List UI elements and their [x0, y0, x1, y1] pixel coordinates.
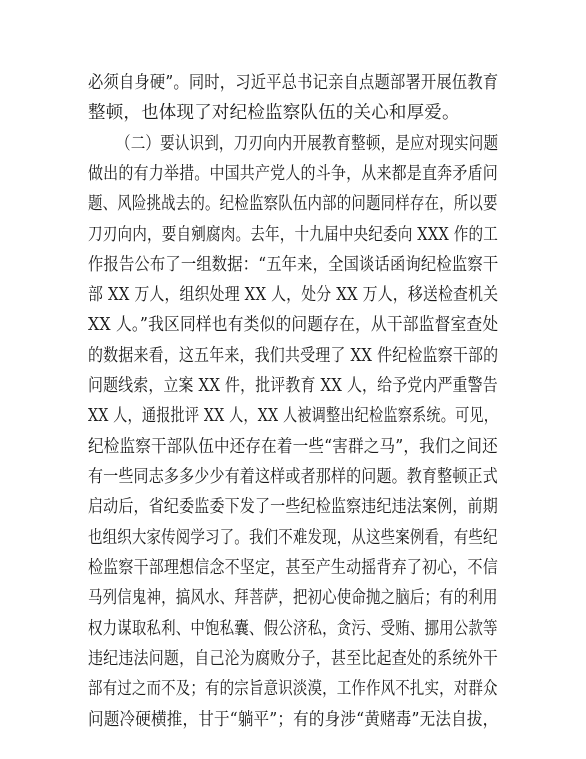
text-line: 做出的有力举措。中国共产党人的斗争，从来都是直奔矛盾问: [88, 164, 498, 184]
text-line: 必须自身硬”。同时，习近平总书记亲自点题部署开展伍教育: [88, 73, 499, 93]
text-line: 的数据来看，这五年来，我们共受理了 XX 件纪检监察干部的: [88, 346, 499, 366]
text-line: 问题冷硬横推，甘于“躺平”；有的身涉“黄赌毒”无法自拔，: [88, 710, 499, 730]
text-line: 有一些同志多多少少有着这样或者那样的问题。教育整顿正式: [88, 467, 498, 487]
text-line: 纪检监察干部队伍中还存在着一些“害群之马”，我们之间还: [88, 437, 498, 457]
text-line: XX 人，通报批评 XX 人，XX 人被调整出纪检监察系统。可见，: [88, 406, 499, 426]
text-line: 刀刃向内，要自剜腐肉。去年，十九届中央纪委向 XXX 作的工: [88, 225, 498, 245]
text-line: 作报告公布了一组数据：“五年来，全国谈话函询纪检监察干: [88, 255, 499, 275]
text-line: 题、风险挑战去的。纪检监察队伍内部的问题同样存在，所以要: [88, 194, 498, 214]
text-line: 马列信鬼神，搞风水、拜菩萨，把初心使命抛之脑后；有的利用: [88, 588, 498, 608]
text-line: 整顿，也体现了对纪检监察队伍的关心和厚爱。: [88, 103, 460, 123]
text-line: XX 人。”我区同样也有类似的问题存在，从干部监督室查处: [88, 315, 499, 335]
paragraph-heading: （二）要认识到，刀刃向内开展教育整顿，是应对现实问题: [116, 134, 499, 154]
text-line: 问题线索，立案 XX 件，批评教育 XX 人，给予党内严重警告: [88, 376, 498, 396]
text-line: 检监察干部理想信念不坚定，甚至产生动摇背弃了初心，不信: [88, 558, 498, 578]
text-line: 部有过之而不及；有的宗旨意识淡漠，工作作风不扎实，对群众: [88, 679, 498, 699]
text-line: 也组织大家传阅学习了。我们不难发现，从这些案例看，有些纪: [88, 528, 498, 548]
text-line: 启动后，省纪委监委下发了一些纪检监察违纪违法案例，前期: [88, 497, 498, 517]
text-line: 部 XX 万人，组织处理 XX 人，处分 XX 万人，移送检查机关: [88, 285, 499, 305]
text-line: 违纪违法问题，自己沦为腐败分子，甚至比起查处的系统外干: [88, 649, 498, 669]
text-line: 权力谋取私利、中饱私囊、假公济私，贪污、受贿、挪用公款等: [88, 619, 498, 639]
